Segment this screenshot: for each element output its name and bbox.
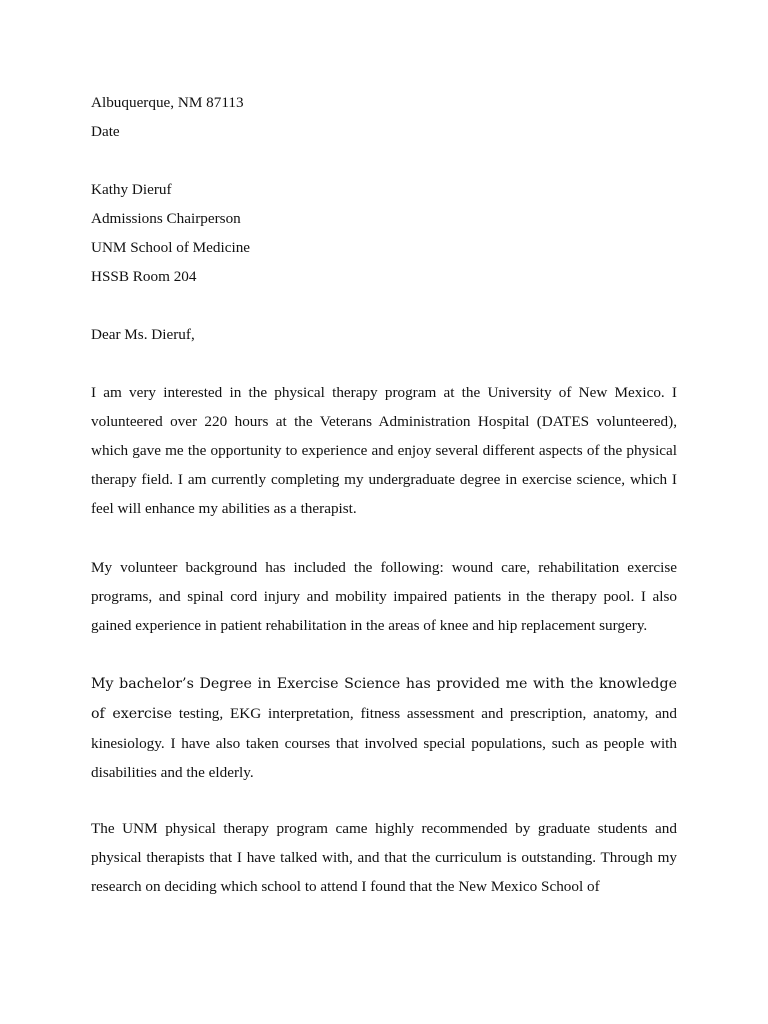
date-line: Date: [91, 123, 120, 140]
recipient-title: Admissions Chairperson: [91, 210, 241, 227]
paragraph-degree: [91, 669, 677, 787]
sender-address-block: [91, 88, 677, 146]
paragraph-text: [91, 669, 677, 787]
recipient-name: Kathy Dieruf: [91, 181, 172, 198]
recipient-block: [91, 175, 677, 291]
sender-city-line: Albuquerque, NM 87113: [91, 94, 244, 111]
paragraph-remainder: testing, EKG interpretation, fitness assessment and prescription, anatomy, and kinesiology. I have also taken courses that involved special populations, such as people with disabilities and the elderly.: [91, 705, 677, 781]
paragraph-volunteer-background: [91, 553, 677, 640]
recipient-organization: UNM School of Medicine: [91, 239, 251, 256]
paragraph-program-recommendation: [91, 814, 677, 901]
recipient-room: HSSB Room 204: [91, 268, 197, 285]
paragraph-text: My volunteer background has included the following: wound care, rehabilitation exercise programs, and spinal cord injury and mobility impaired patients in the therapy pool. I also gained experience in patient rehabilitation in the areas of knee and hip replacement surgery.: [91, 559, 677, 634]
paragraph-text: The UNM physical therapy program came highly recommended by graduate students and physical therapists that I have talked with, and that the curriculum is outstanding. Through my research on deciding which school to attend I found that the New Mexico School of: [91, 820, 677, 895]
salutation-block: [91, 320, 677, 349]
paragraph-interest: [91, 378, 677, 523]
paragraph-text: I am very interested in the physical therapy program at the University of New Mexico. I volunteered over 220 hours at the Veterans Administration Hospital (DATES volunteered), which gave me the opportunity to experience and enjoy several different aspects of the physical therapy field. I am currently completing my undergraduate degree in exercise science, which I feel will enhance my abilities as a therapist.: [91, 384, 677, 517]
salutation: Dear Ms. Dieruf,: [91, 326, 195, 343]
paragraph-lead-line: My bachelor’s Degree in Exercise Science has provided me with the knowledge of exercise: [91, 676, 677, 722]
